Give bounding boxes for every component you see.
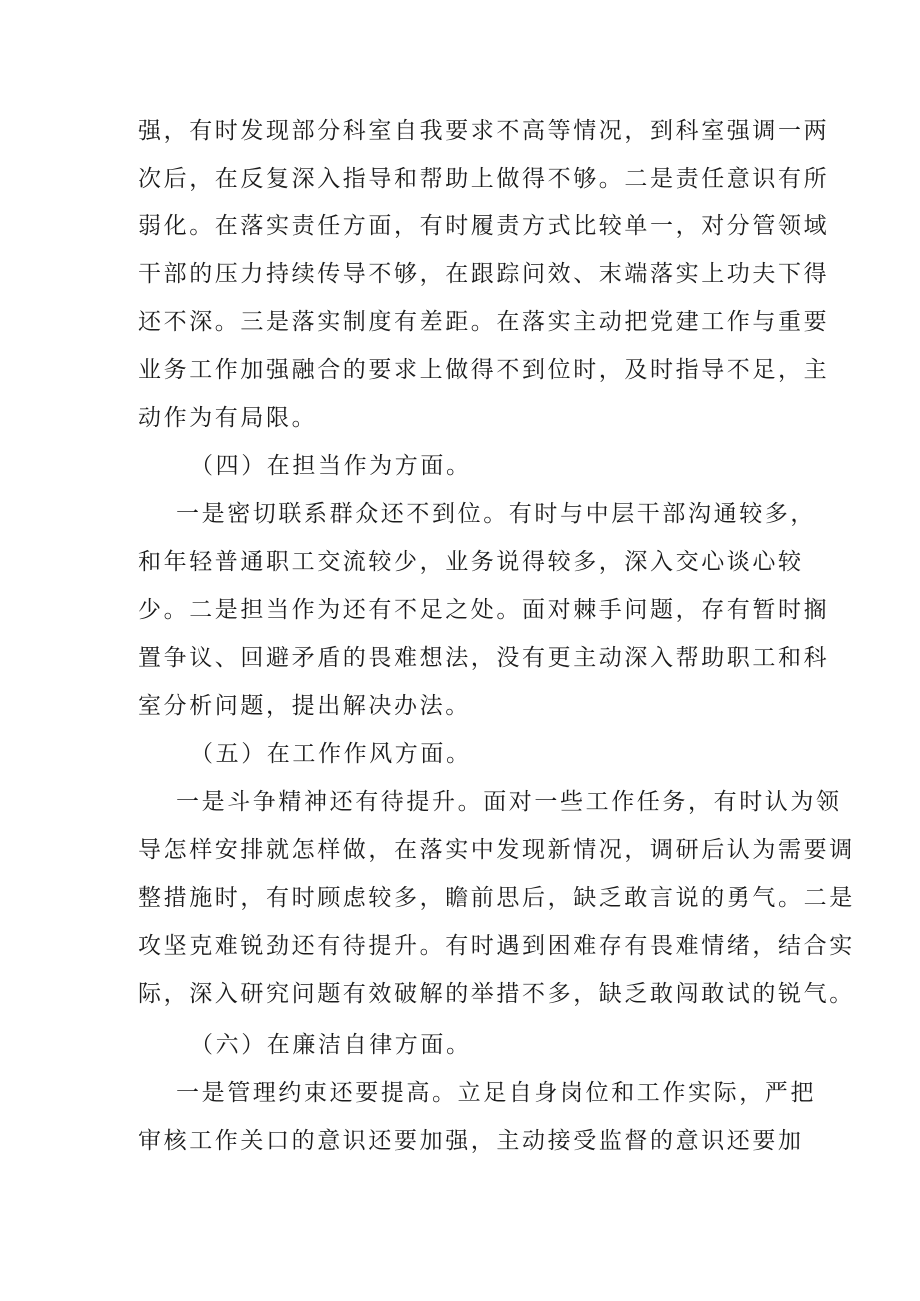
paragraph-line: 和年轻普通职工交流较少，业务说得较多，深入交心谈心较 xyxy=(138,549,804,575)
paragraph-line: 干部的压力持续传导不够，在跟踪问效、末端落实上功夫下得 xyxy=(138,261,830,287)
paragraph-line: 置争议、回避矛盾的畏难想法，没有更主动深入帮助职工和科 xyxy=(138,645,830,671)
paragraph-line: 次后，在反复深入指导和帮助上做得不够。二是责任意识有所 xyxy=(138,166,830,192)
paragraph-line: 弱化。在落实责任方面，有时履责方式比较单一，对分管领域 xyxy=(138,213,830,239)
paragraph-line: 强，有时发现部分科室自我要求不高等情况，到科室强调一两 xyxy=(138,118,830,144)
section-heading-four: （四）在担当作为方面。 xyxy=(190,453,472,479)
paragraph-line: 际，深入研究问题有效破解的举措不多，缺乏敢闯敢试的锐气。 xyxy=(138,981,855,1007)
paragraph-line: 审核工作关口的意识还要加强，主动接受监督的意识还要加 xyxy=(138,1128,804,1154)
paragraph-line: 动作为有局限。 xyxy=(138,405,318,431)
paragraph-line: 还不深。三是落实制度有差距。在落实主动把党建工作与重要 xyxy=(138,309,830,335)
paragraph-line: 室分析问题，提出解决办法。 xyxy=(138,693,471,719)
paragraph-line: 整措施时，有时顾虑较多，瞻前思后，缺乏敢言说的勇气。二是 xyxy=(138,885,855,911)
paragraph-line: 导怎样安排就怎样做，在落实中发现新情况，调研后认为需要调 xyxy=(138,837,855,863)
section-heading-six: （六）在廉洁自律方面。 xyxy=(190,1032,472,1058)
paragraph-line: 一是斗争精神还有待提升。面对一些工作任务，有时认为领 xyxy=(176,789,842,815)
paragraph-line: 少。二是担当作为还有不足之处。面对棘手问题，存有暂时搁 xyxy=(138,597,830,623)
paragraph-line: 一是密切联系群众还不到位。有时与中层干部沟通较多， xyxy=(176,501,816,527)
section-heading-five: （五）在工作作风方面。 xyxy=(190,741,472,767)
paragraph-line: 业务工作加强融合的要求上做得不到位时，及时指导不足，主 xyxy=(138,357,830,383)
paragraph-line: 攻坚克难锐劲还有待提升。有时遇到困难存有畏难情绪，结合实 xyxy=(138,933,855,959)
paragraph-line: 一是管理约束还要提高。立足自身岗位和工作实际，严把 xyxy=(176,1080,816,1106)
